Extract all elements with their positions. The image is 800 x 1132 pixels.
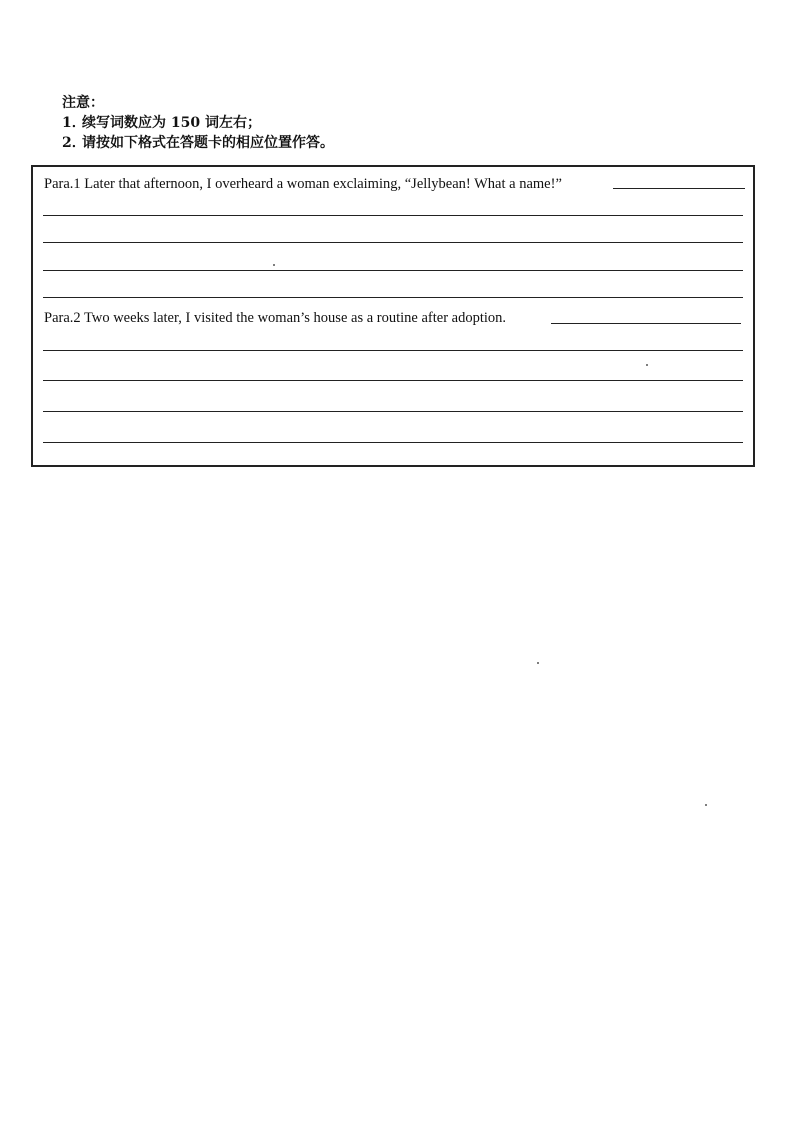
para2-label: Para.2 [44,310,81,326]
answer-box [31,165,755,467]
instructions-heading: 注意： [62,95,104,111]
para2-writing-line-4[interactable] [43,442,743,443]
para1-writing-line-1[interactable] [43,215,743,216]
scan-speck [273,264,275,266]
para2-writing-line-1[interactable] [43,350,743,351]
instruction-text: 请按如下格式在答题卡的相应位置作答。 [82,135,334,151]
para1-writing-line-4[interactable] [43,297,743,298]
para2-opening [44,309,506,327]
instruction-item-1 [62,113,762,133]
instruction-text: 续写词数应为 150 词左右； [82,115,261,131]
para2-blank[interactable] [551,323,741,324]
instruction-number: 2． [62,135,86,151]
instruction-item-2 [62,133,762,153]
para1-writing-line-2[interactable] [43,242,743,243]
scan-speck [537,662,539,664]
scan-speck [646,364,648,366]
para2-writing-line-2[interactable] [43,380,743,381]
instruction-number: 1． [62,115,86,131]
scan-speck [705,804,707,806]
para1-blank[interactable] [613,188,745,189]
para2-writing-line-3[interactable] [43,411,743,412]
para1-writing-line-3[interactable] [43,270,743,271]
para2-sentence: Two weeks later, I visited the woman’s house as a routine after adoption. [84,310,507,326]
para1-opening [44,175,562,193]
para1-sentence: Later that afternoon, I overheard a woman exclaiming, “Jellybean! What a name!” [84,176,562,192]
para1-label: Para.1 [44,176,81,192]
instructions [62,93,762,153]
